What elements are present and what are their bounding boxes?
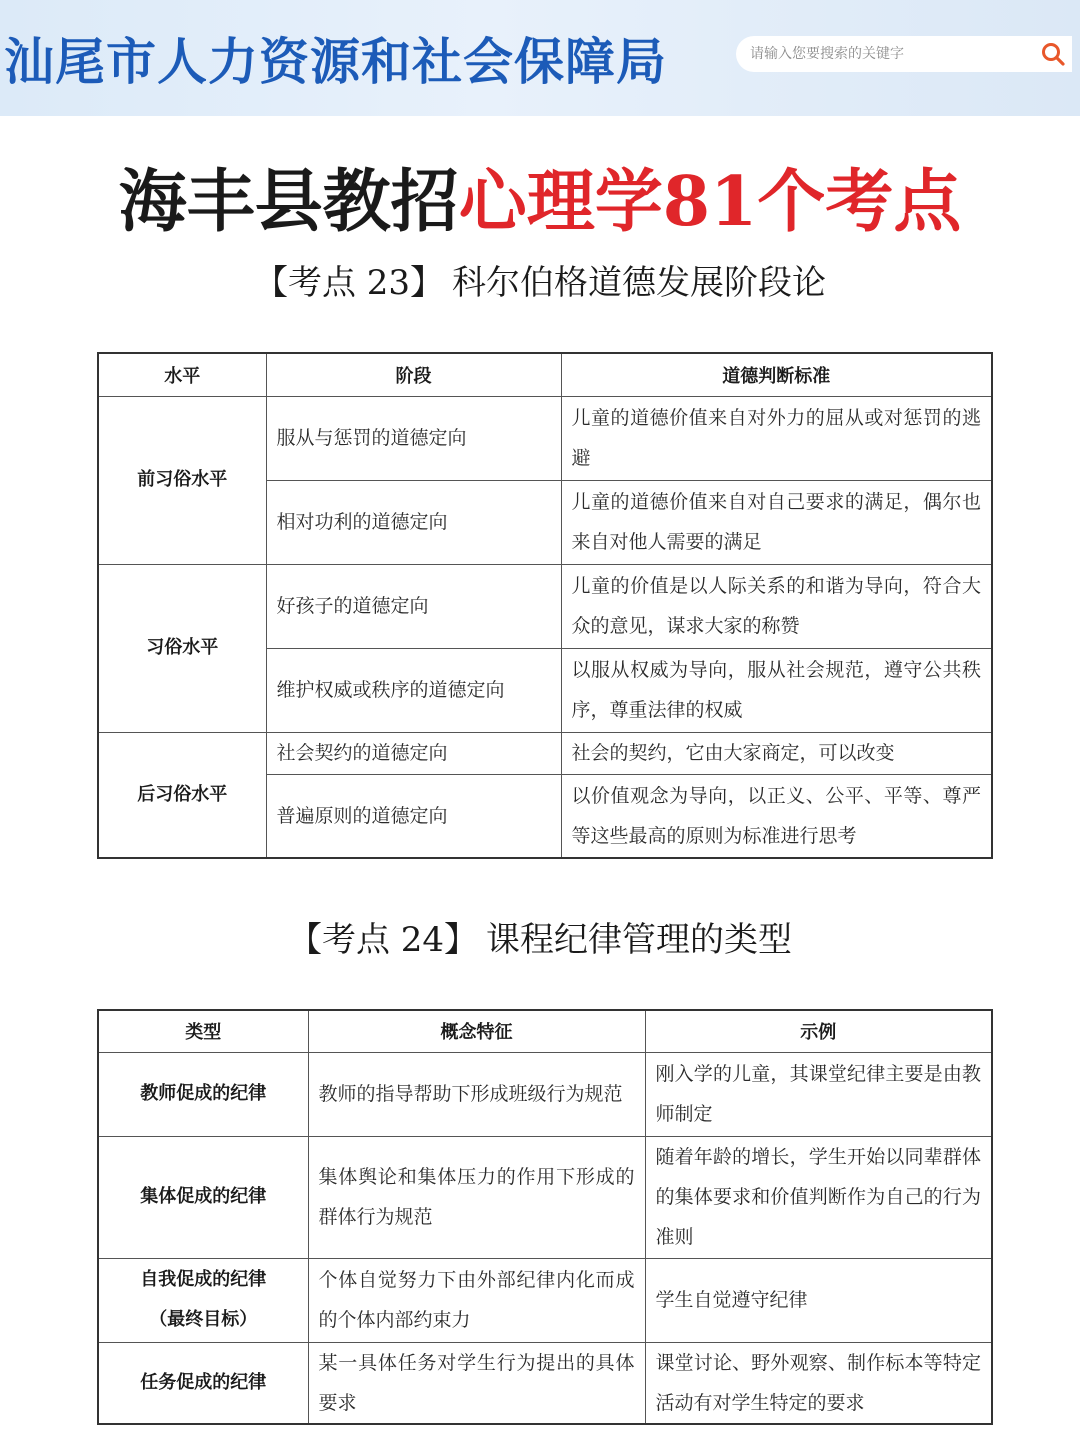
- table-row: [98, 732, 992, 774]
- example-cell: 随着年龄的增长，学生开始以同辈群体的集体要求和价值判断作为自己的行为准则: [645, 1136, 992, 1258]
- type-label: 任务促成的纪律: [140, 1371, 267, 1393]
- page-title-highlight: 心理学81个考点: [458, 162, 962, 242]
- column-header: 水平: [98, 353, 266, 396]
- level-cell: 后习俗水平: [98, 732, 266, 858]
- column-header: 道德判断标准: [561, 353, 992, 396]
- stage-cell: 相对功利的道德定向: [266, 480, 561, 564]
- search-icon[interactable]: [1040, 41, 1066, 67]
- stage-cell: 维护权威或秩序的道德定向: [266, 648, 561, 732]
- standard-cell: 以服从权威为导向，服从社会规范，遵守公共秩序，尊重法律的权威: [561, 648, 992, 732]
- site-title[interactable]: 汕尾市人力资源和社会保障局: [4, 32, 667, 91]
- site-header: [0, 0, 1080, 116]
- search-input[interactable]: [750, 36, 1040, 72]
- section-23-heading: 科尔伯格道德发展阶段论: [452, 263, 827, 303]
- type-label: 教师促成的纪律: [140, 1083, 267, 1104]
- search-box: [736, 36, 1072, 72]
- type-note: （最终目标）: [149, 1309, 258, 1330]
- level-cell: 前习俗水平: [98, 396, 266, 564]
- table-row: [98, 1342, 992, 1424]
- example-cell: 课堂讨论、野外观察、制作标本等特定活动有对学生特定的要求: [645, 1342, 992, 1424]
- table-row: [98, 396, 992, 480]
- section-24-bracket-open: 【考点: [287, 920, 401, 960]
- standard-cell: 儿童的价值是以人际关系的和谐为导向，符合大众的意见，谋求大家的称赞: [561, 564, 992, 648]
- example-cell: 学生自觉遵守纪律: [645, 1258, 992, 1342]
- standard-cell: 儿童的道德价值来自对自己要求的满足，偶尔也来自对他人需要的满足: [561, 480, 992, 564]
- type-cell: [98, 1342, 308, 1424]
- table-row: [98, 564, 992, 648]
- section-24-heading: 课程纪律管理的类型: [486, 920, 793, 960]
- type-label: 自我促成的纪律: [140, 1269, 267, 1290]
- type-cell: [98, 1258, 308, 1342]
- type-cell: [98, 1052, 308, 1136]
- table-row: [98, 1136, 992, 1258]
- discipline-table: [97, 1009, 993, 1425]
- table-header-row: [98, 1010, 992, 1052]
- table-row: [98, 1258, 992, 1342]
- section-23-bracket-close: 】: [410, 263, 445, 303]
- column-header: 阶段: [266, 353, 561, 396]
- section-23-bracket-open: 【考点: [253, 263, 367, 303]
- kohlberg-table: [97, 352, 993, 859]
- section-24-number: 24: [400, 920, 445, 960]
- page-title: [0, 148, 1080, 245]
- stage-cell: 服从与惩罚的道德定向: [266, 396, 561, 480]
- stage-cell: 好孩子的道德定向: [266, 564, 561, 648]
- table-header-row: [98, 353, 992, 396]
- standard-cell: 社会的契约，它由大家商定，可以改变: [561, 732, 992, 774]
- example-cell: 刚入学的儿童，其课堂纪律主要是由教师制定: [645, 1052, 992, 1136]
- feature-cell: 个体自觉努力下由外部纪律内化而成的个体内部约束力: [308, 1258, 645, 1342]
- stage-cell: 社会契约的道德定向: [266, 732, 561, 774]
- section-24-bracket-close: 】: [444, 920, 479, 960]
- table-row: [98, 1052, 992, 1136]
- section-24-title: [0, 912, 1080, 961]
- type-label: 集体促成的纪律: [140, 1186, 267, 1207]
- type-cell: [98, 1136, 308, 1258]
- column-header: 概念特征: [308, 1010, 645, 1052]
- feature-cell: 教师的指导帮助下形成班级行为规范: [308, 1052, 645, 1136]
- stage-cell: 普遍原则的道德定向: [266, 774, 561, 858]
- standard-cell: 儿童的道德价值来自对外力的屈从或对惩罚的逃避: [561, 396, 992, 480]
- column-header: 示例: [645, 1010, 992, 1052]
- feature-cell: 某一具体任务对学生行为提出的具体要求: [308, 1342, 645, 1424]
- standard-cell: 以价值观念为导向，以正义、公平、平等、尊严等这些最高的原则为标准进行思考: [561, 774, 992, 858]
- section-23-title: [0, 255, 1080, 304]
- column-header: 类型: [98, 1010, 308, 1052]
- level-cell: 习俗水平: [98, 564, 266, 732]
- page-title-prefix: 海丰县教招: [118, 162, 459, 242]
- section-23-number: 23: [366, 263, 411, 303]
- feature-cell: 集体舆论和集体压力的作用下形成的群体行为规范: [308, 1136, 645, 1258]
